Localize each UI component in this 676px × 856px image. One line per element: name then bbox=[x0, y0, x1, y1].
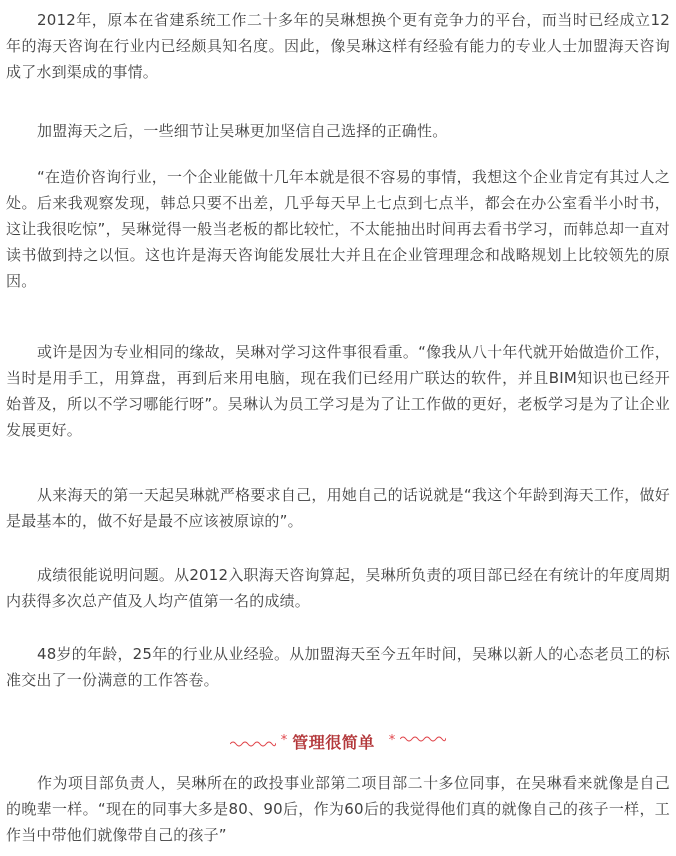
right-wave-icon bbox=[400, 735, 446, 747]
section-heading-text: 管理很简单 bbox=[292, 732, 375, 752]
paragraph-2: 加盟海天之后，一些细节让吴琳更加坚信自己选择的正确性。 bbox=[37, 122, 448, 140]
paragraph-6: 成绩很能说明问题。从2012入职海天咨询算起，吴琳所负责的项目部已经在有统计的年度周期内获得多次总产值及人均产值第一名的成绩。 bbox=[6, 566, 670, 610]
section-heading bbox=[0, 728, 676, 754]
left-wave-icon bbox=[230, 735, 276, 747]
paragraph-7: 48岁的年龄，25年的行业从业经验。从加盟海天至今五年时间，吴琳以新人的心态老员工的标准交出了一份满意的工作答卷。 bbox=[6, 645, 670, 689]
paragraph-4: 或许是因为专业相同的缘故，吴琳对学习这件事很看重。“像我从八十年代就开始做造价工作，当时是用手工，用算盘，再到后来用电脑，现在我们已经用广联达的软件，并且BIM知识也已经开始普及，所以不学习哪能行呀”。吴琳认为员工学习是为了让工作做的更好，老板学习是为了让企业发展更好。 bbox=[6, 343, 670, 439]
paragraph-5: 从来海天的第一天起吴琳就严格要求自己，用她自己的话说就是“我这个年龄到海天工作，做好是最基本的，做不好是最不应该被原谅的”。 bbox=[6, 486, 670, 530]
paragraph-1: 2012年，原本在省建系统工作二十多年的吴琳想换个更有竞争力的平台，而当时已经成立12年的海天咨询在行业内已经颇具知名度。因此，像吴琳这样有经验有能力的专业人士加盟海天咨询成了水到渠成的事情。 bbox=[6, 11, 670, 81]
right-star-icon: * bbox=[388, 733, 396, 748]
section-paragraph-1: 作为项目部负责人，吴琳所在的政投事业部第二项目部二十多位同事，在吴琳看来就像是自己的晚辈一样。“现在的同事大多是80、90后，作为60后的我觉得他们真的就像自己的孩子一样，工作当中带他们就像带自己的孩子” bbox=[6, 774, 670, 844]
left-star-icon: * bbox=[280, 733, 288, 748]
paragraph-3: “在造价咨询行业，一个企业能做十几年本就是很不容易的事情，我想这个企业肯定有其过人之处。后来我观察发现，韩总只要不出差，几乎每天早上七点到七点半，都会在办公室看半小时书，这让我很吃惊”，吴琳觉得一般当老板的都比较忙，不太能抽出时间再去看书学习，而韩总却一直对读书做到持之以恒。这也许是海天咨询能发展壮大并且在企业管理理念和战略规划上比较领先的原因。 bbox=[6, 168, 670, 290]
